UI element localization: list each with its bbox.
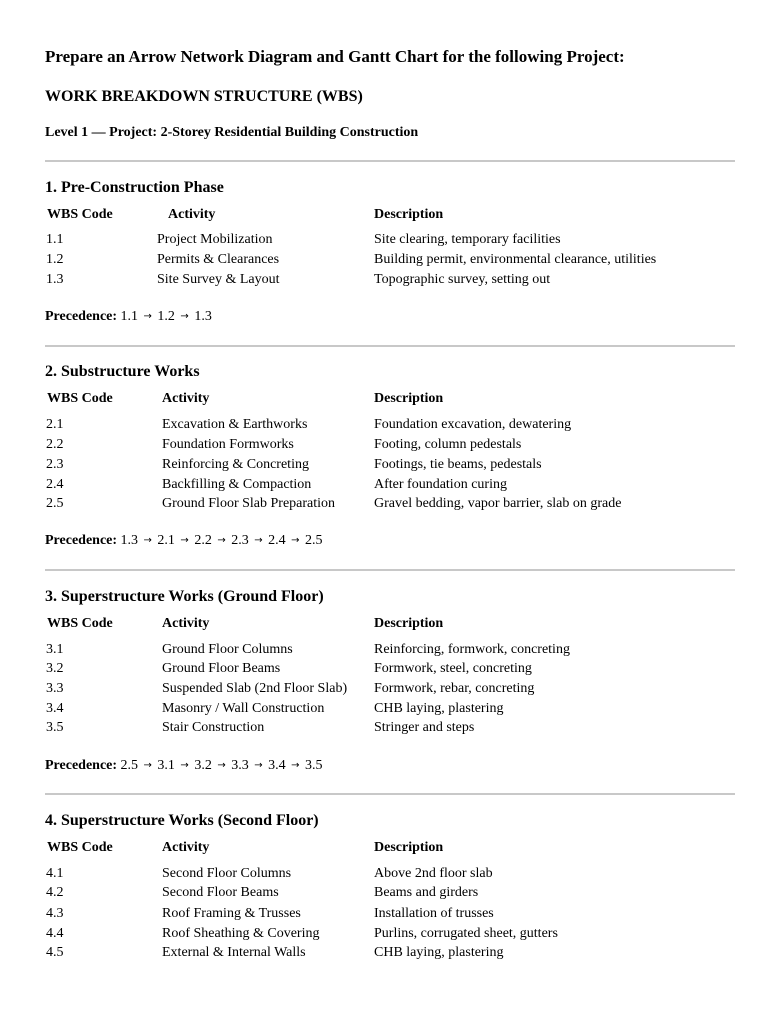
table-row: [45, 681, 735, 701]
table-row: [45, 232, 735, 252]
arrow-right-icon: →: [217, 760, 226, 771]
description-cell: Reinforcing, formwork, concreting: [374, 642, 570, 657]
activity-cell: Project Mobilization: [157, 232, 273, 247]
activity-cell: Ground Floor Beams: [162, 661, 281, 676]
description-cell: Beams and girders: [374, 885, 479, 900]
arrow-right-icon: →: [143, 311, 152, 322]
wbs-code-cell: 4.4: [46, 926, 64, 941]
description-cell: CHB laying, plastering: [374, 945, 504, 960]
section-heading: 3. Superstructure Works (Ground Floor): [45, 588, 324, 605]
description-cell: Formwork, steel, concreting: [374, 661, 532, 676]
description-cell: Footings, tie beams, pedestals: [374, 457, 542, 472]
activity-cell: Roof Sheathing & Covering: [162, 926, 320, 941]
arrow-right-icon: →: [254, 760, 263, 771]
column-header-activity: Activity: [162, 391, 210, 406]
table-row: [45, 417, 735, 437]
wbs-code-cell: 2.3: [46, 457, 64, 472]
wbs-code-cell: 2.2: [46, 437, 64, 452]
wbs-code-cell: 4.2: [46, 885, 64, 900]
description-cell: Installation of trusses: [374, 906, 494, 921]
column-header-description: Description: [374, 391, 444, 406]
activity-cell: Ground Floor Columns: [162, 642, 293, 657]
description-cell: Gravel bedding, vapor barrier, slab on grade: [374, 496, 622, 511]
column-header-wbs-code: WBS Code: [47, 616, 113, 631]
assignment-title: Prepare an Arrow Network Diagram and Gantt Chart for the following Project:: [45, 47, 625, 66]
precedence-line: [45, 533, 322, 549]
precedence-code: 3.5: [304, 758, 323, 773]
precedence-code: 2.2: [194, 533, 212, 548]
column-header-wbs-code: WBS Code: [47, 207, 113, 222]
activity-cell: Second Floor Beams: [162, 885, 279, 900]
wbs-code-cell: 3.2: [46, 661, 64, 676]
precedence-line: [45, 309, 212, 325]
wbs-code-cell: 1.3: [46, 272, 64, 287]
table-row: [45, 477, 735, 497]
precedence-code: 2.4: [268, 533, 286, 548]
activity-cell: Backfilling & Compaction: [162, 477, 312, 492]
arrow-right-icon: →: [180, 311, 189, 322]
precedence-code: 3.2: [194, 758, 212, 773]
table-row: [45, 457, 735, 477]
table-row: [45, 252, 735, 272]
wbs-code-cell: 1.1: [46, 232, 64, 247]
precedence-code: 2.1: [157, 533, 175, 548]
precedence-code: 3.1: [157, 758, 175, 773]
section-divider: [45, 160, 735, 162]
column-header-description: Description: [374, 207, 444, 222]
description-cell: Purlins, corrugated sheet, gutters: [374, 926, 558, 941]
precedence-code: 1.2: [157, 309, 175, 324]
activity-cell: Foundation Formworks: [162, 437, 294, 452]
section-heading: 4. Superstructure Works (Second Floor): [45, 812, 319, 829]
precedence-code: 2.5: [304, 533, 323, 548]
wbs-code-cell: 3.5: [46, 720, 64, 735]
column-header-wbs-code: WBS Code: [47, 840, 113, 855]
wbs-code-cell: 3.1: [46, 642, 64, 657]
description-cell: After foundation curing: [374, 477, 507, 492]
precedence-line: [45, 758, 322, 774]
table-row: [45, 866, 735, 886]
description-cell: Formwork, rebar, concreting: [374, 681, 535, 696]
precedence-code: 3.4: [268, 758, 286, 773]
precedence-code: 2.3: [231, 533, 249, 548]
activity-cell: Stair Construction: [162, 720, 265, 735]
column-header-activity: Activity: [162, 616, 210, 631]
wbs-code-cell: 2.5: [46, 496, 64, 511]
description-cell: Topographic survey, setting out: [374, 272, 551, 287]
column-header-activity: Activity: [168, 207, 216, 222]
precedence-code: 3.3: [231, 758, 249, 773]
arrow-right-icon: →: [180, 760, 189, 771]
activity-cell: Suspended Slab (2nd Floor Slab): [162, 681, 348, 696]
arrow-right-icon: →: [143, 535, 152, 546]
precedence-code: 1.1: [120, 309, 139, 324]
description-cell: CHB laying, plastering: [374, 701, 504, 716]
table-row: [45, 701, 735, 721]
arrow-right-icon: →: [254, 535, 263, 546]
column-header-activity: Activity: [162, 840, 210, 855]
table-row: [45, 906, 735, 926]
arrow-right-icon: →: [217, 535, 226, 546]
description-cell: Above 2nd floor slab: [374, 866, 493, 881]
section-heading: 2. Substructure Works: [45, 363, 200, 380]
activity-cell: Permits & Clearances: [157, 252, 280, 267]
activity-cell: Ground Floor Slab Preparation: [162, 496, 336, 511]
table-row: [45, 945, 735, 965]
precedence-label: Precedence:: [45, 533, 118, 548]
description-cell: Footing, column pedestals: [374, 437, 522, 452]
table-row: [45, 437, 735, 457]
section-heading: 1. Pre-Construction Phase: [45, 179, 224, 196]
wbs-code-cell: 2.4: [46, 477, 64, 492]
description-cell: Site clearing, temporary facilities: [374, 232, 561, 247]
description-cell: Stringer and steps: [374, 720, 475, 735]
arrow-right-icon: →: [143, 760, 152, 771]
activity-cell: Second Floor Columns: [162, 866, 292, 881]
table-row: [45, 496, 735, 516]
column-header-description: Description: [374, 840, 444, 855]
column-header-wbs-code: WBS Code: [47, 391, 113, 406]
table-row: [45, 272, 735, 292]
section-divider: [45, 345, 735, 347]
activity-cell: External & Internal Walls: [162, 945, 306, 960]
activity-cell: Masonry / Wall Construction: [162, 701, 325, 716]
section-divider: [45, 793, 735, 795]
description-cell: Building permit, environmental clearance, utilities: [374, 252, 657, 267]
table-row: [45, 885, 735, 905]
table-row: [45, 661, 735, 681]
table-row: [45, 720, 735, 740]
wbs-code-cell: 4.5: [46, 945, 64, 960]
wbs-code-cell: 4.3: [46, 906, 64, 921]
table-row: [45, 642, 735, 662]
precedence-code: 2.5: [120, 758, 139, 773]
wbs-heading: WORK BREAKDOWN STRUCTURE (WBS): [45, 88, 363, 105]
wbs-code-cell: 1.2: [46, 252, 64, 267]
wbs-code-cell: 3.4: [46, 701, 64, 716]
table-row: [45, 926, 735, 946]
activity-cell: Site Survey & Layout: [157, 272, 280, 287]
arrow-right-icon: →: [291, 760, 300, 771]
activity-cell: Reinforcing & Concreting: [162, 457, 309, 472]
precedence-label: Precedence:: [45, 309, 118, 324]
arrow-right-icon: →: [291, 535, 300, 546]
wbs-code-cell: 4.1: [46, 866, 64, 881]
section-divider: [45, 569, 735, 571]
precedence-label: Precedence:: [45, 758, 118, 773]
project-level-label: Level 1 — Project: 2-Storey Residential Building Construction: [45, 125, 419, 140]
activity-cell: Excavation & Earthworks: [162, 417, 308, 432]
column-header-description: Description: [374, 616, 444, 631]
activity-cell: Roof Framing & Trusses: [162, 906, 301, 921]
wbs-code-cell: 3.3: [46, 681, 64, 696]
precedence-code: 1.3: [194, 309, 212, 324]
description-cell: Foundation excavation, dewatering: [374, 417, 572, 432]
wbs-code-cell: 2.1: [46, 417, 64, 432]
arrow-right-icon: →: [180, 535, 189, 546]
precedence-code: 1.3: [120, 533, 139, 548]
